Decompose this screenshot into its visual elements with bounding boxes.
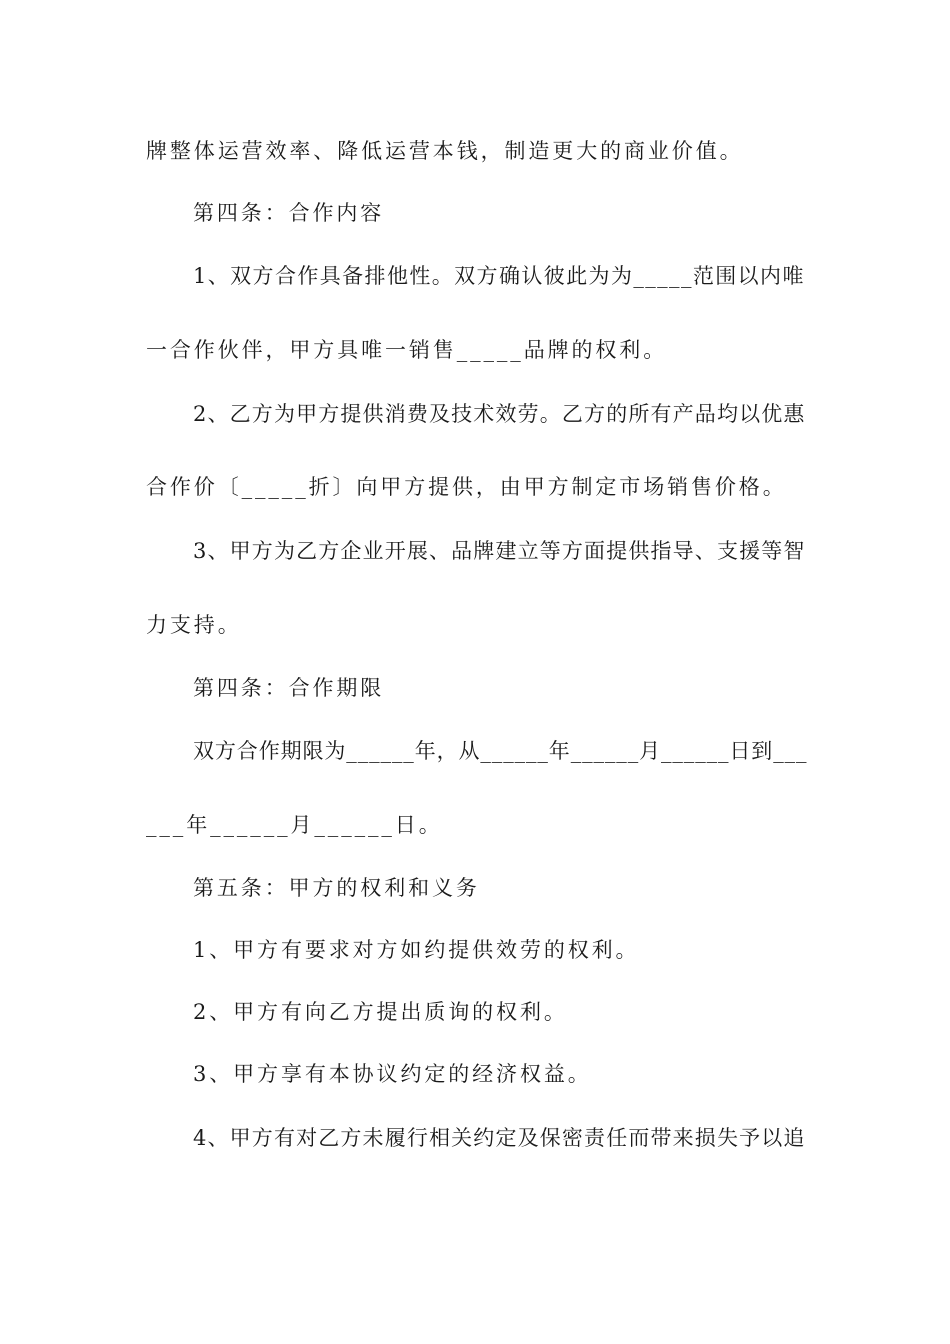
section-heading: 第五条：甲方的权利和义务 bbox=[193, 876, 480, 900]
paragraph-line: 力支持。 bbox=[146, 613, 242, 637]
paragraph-line: 3、甲方享有本协议约定的经济权益。 bbox=[193, 1062, 592, 1086]
paragraph-line: 2、乙方为甲方提供消费及技术效劳。乙方的所有产品均以优惠 bbox=[193, 402, 806, 426]
paragraph-line: 牌整体运营效率、降低运营本钱，制造更大的商业价值。 bbox=[146, 139, 744, 163]
paragraph-line: 4、甲方有对乙方未履行相关约定及保密责任而带来损失予以追 bbox=[193, 1126, 806, 1150]
section-heading: 第四条：合作期限 bbox=[193, 676, 385, 700]
paragraph-line: 1、甲方有要求对方如约提供效劳的权利。 bbox=[193, 938, 640, 962]
paragraph-line: 2、甲方有向乙方提出质询的权利。 bbox=[193, 1000, 568, 1024]
section-heading: 第四条：合作内容 bbox=[193, 201, 385, 225]
paragraph-line: 合作价〔_____折〕向甲方提供，由甲方制定市场销售价格。 bbox=[146, 475, 787, 499]
paragraph-line: 1、双方合作具备排他性。双方确认彼此为为_____范围以内唯 bbox=[193, 264, 805, 288]
paragraph-line: 一合作伙伴，甲方具唯一销售_____品牌的权利。 bbox=[146, 338, 668, 362]
paragraph-line: 双方合作期限为______年，从______年______月______日到___ bbox=[193, 739, 808, 763]
paragraph-line: ___年______月______日。 bbox=[146, 813, 443, 837]
paragraph-line: 3、甲方为乙方企业开展、品牌建立等方面提供指导、支援等智 bbox=[193, 539, 806, 563]
